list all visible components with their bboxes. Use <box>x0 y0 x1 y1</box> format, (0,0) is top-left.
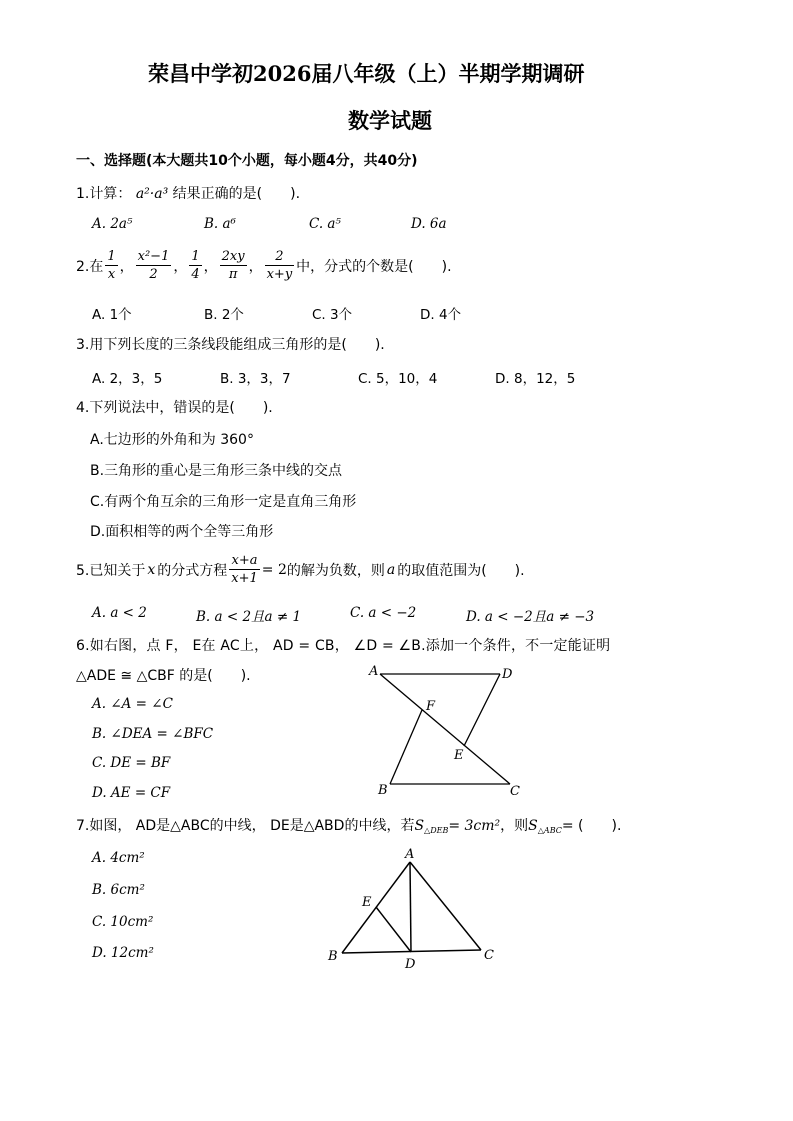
segment-ac <box>380 674 510 784</box>
segment-de <box>464 674 500 746</box>
q7-option-a: A. 4cm² <box>92 850 145 866</box>
segment-ac <box>410 862 481 950</box>
question-7-suffix: = ( ). <box>561 818 622 834</box>
variable-x: x <box>147 561 156 578</box>
question-3: 3.用下列长度的三条线段能组成三角形的是( ). <box>76 337 385 353</box>
question-5 <box>76 552 525 587</box>
q3-option-a: A. 2，3，5 <box>92 371 163 387</box>
label-e: E <box>454 748 464 763</box>
question-5-suffix: 的取值范围为( ). <box>397 562 525 579</box>
q5-option-b: B. a < 2且a ≠ 1 <box>196 609 302 625</box>
page-title: 荣昌中学初2026届八年级（上）半期学期调研 <box>148 61 585 86</box>
segment-bf <box>390 710 422 784</box>
question-6-line-1: 6.如右图，点 F， E在 AC上， AD = CB， ∠D = ∠B.添加一个条件，不一定能证明 <box>76 638 611 654</box>
question-2: 2.在 $\frac{1}{x}$ ， $\frac{\text{x²−1}}{2}$ ， $\frac{1}{4}$ ， $\frac{2xy}{\pi}$ ， $\frac{2}{x+y}$ 中，分式的个数是( ). <box>76 249 452 282</box>
label-c: C <box>484 948 494 963</box>
q7-figure <box>320 842 510 972</box>
q7-option-b: B. 6cm² <box>92 882 145 898</box>
q3-option-c: C. 5，10，4 <box>358 371 438 387</box>
q6-option-d: D. AE = CF <box>92 785 171 801</box>
section-heading: 一、选择题(本大题共10个小题，每小题4分，共40分) <box>76 153 418 169</box>
area-symbol-deb: S <box>414 818 425 834</box>
question-1-expression: a²·a³ <box>135 186 169 202</box>
label-b: B <box>328 949 338 964</box>
equation-rhs: = 2 <box>261 561 287 578</box>
label-e: E <box>362 895 372 910</box>
label-a: A <box>369 664 379 679</box>
q7-option-c: C. 10cm² <box>92 914 154 930</box>
question-1-prefix: 1.计算： <box>76 186 132 202</box>
question-7-prefix: 7.如图， AD是△ABC的中线， DE是△ABD的中线，若 <box>76 818 415 834</box>
question-1-suffix: 结果正确的是( ). <box>172 186 301 202</box>
question-7-mid: ，则 <box>500 818 529 834</box>
label-a: A <box>405 847 415 862</box>
area-symbol-abc: S <box>528 818 538 834</box>
q3-option-b: B. 3，3，7 <box>220 371 291 387</box>
segment-ad <box>410 862 411 952</box>
fraction-5: $\frac{2}{x+y}$ <box>266 249 293 282</box>
area-value-deb: = 3cm² <box>448 818 501 834</box>
fraction-1: $\frac{1}{x}$ <box>107 249 116 282</box>
fraction-4: $\frac{2xy}{\pi}$ <box>221 249 245 282</box>
fraction-3: $\frac{1}{4}$ <box>191 249 200 282</box>
fraction-2: $\frac{\text{x²−1}}{2}$ <box>137 249 170 282</box>
q2-option-d: D. 4个 <box>420 307 462 323</box>
question-4: 4.下列说法中，错误的是( ). <box>76 400 273 416</box>
equation-fraction: $\frac{x+a}{x+1}$ <box>231 553 258 586</box>
area-subscript-deb: △DEB <box>424 826 449 835</box>
area-subscript-abc: △ABC <box>537 826 562 835</box>
q7-option-d: D. 12cm² <box>92 945 154 961</box>
q4-option-d: D.面积相等的两个全等三角形 <box>90 524 274 540</box>
q2-option-a: A. 1个 <box>92 307 132 323</box>
q5-option-a: A. a < 2 <box>92 605 147 621</box>
q1-option-d: D. 6a <box>411 216 447 232</box>
q6-option-c: C. DE = BF <box>92 755 171 771</box>
question-5-prefix: 5.已知关于 <box>76 562 146 579</box>
segment-de <box>376 907 411 952</box>
q5-option-d: D. a < −2且a ≠ −3 <box>466 609 595 625</box>
q6-figure <box>360 660 530 800</box>
question-7 <box>76 815 621 835</box>
label-c: C <box>510 784 520 799</box>
question-2-prefix: 2.在 <box>76 258 104 275</box>
q3-option-d: D. 8，12，5 <box>495 371 576 387</box>
question-5-after: 的解为负数，则 <box>286 562 385 579</box>
question-1 <box>76 183 300 203</box>
question-5-mid: 的分式方程 <box>157 562 228 579</box>
q4-option-c: C.有两个角互余的三角形一定是直角三角形 <box>90 494 357 510</box>
q1-option-b: B. a⁶ <box>204 216 236 232</box>
label-b: B <box>378 783 388 798</box>
page-subtitle: 数学试题 <box>348 108 432 133</box>
q6-option-b: B. ∠DEA = ∠BFC <box>92 726 214 742</box>
q6-option-a: A. ∠A = ∠C <box>92 696 173 712</box>
q2-option-b: B. 2个 <box>204 307 244 323</box>
question-2-suffix: 中，分式的个数是( ). <box>296 258 452 275</box>
label-f: F <box>426 699 436 714</box>
label-d: D <box>502 667 513 682</box>
q4-option-b: B.三角形的重心是三角形三条中线的交点 <box>90 463 343 479</box>
label-d: D <box>405 957 416 972</box>
question-6-line-2: △ADE ≅ △CBF 的是( ). <box>76 668 251 684</box>
q2-option-c: C. 3个 <box>312 307 353 323</box>
q1-option-c: C. a⁵ <box>309 216 341 232</box>
q5-option-c: C. a < −2 <box>350 605 417 621</box>
q4-option-a: A.七边形的外角和为 360° <box>90 432 254 448</box>
variable-a: a <box>386 561 396 578</box>
q1-option-a: A. 2a⁵ <box>92 216 133 232</box>
